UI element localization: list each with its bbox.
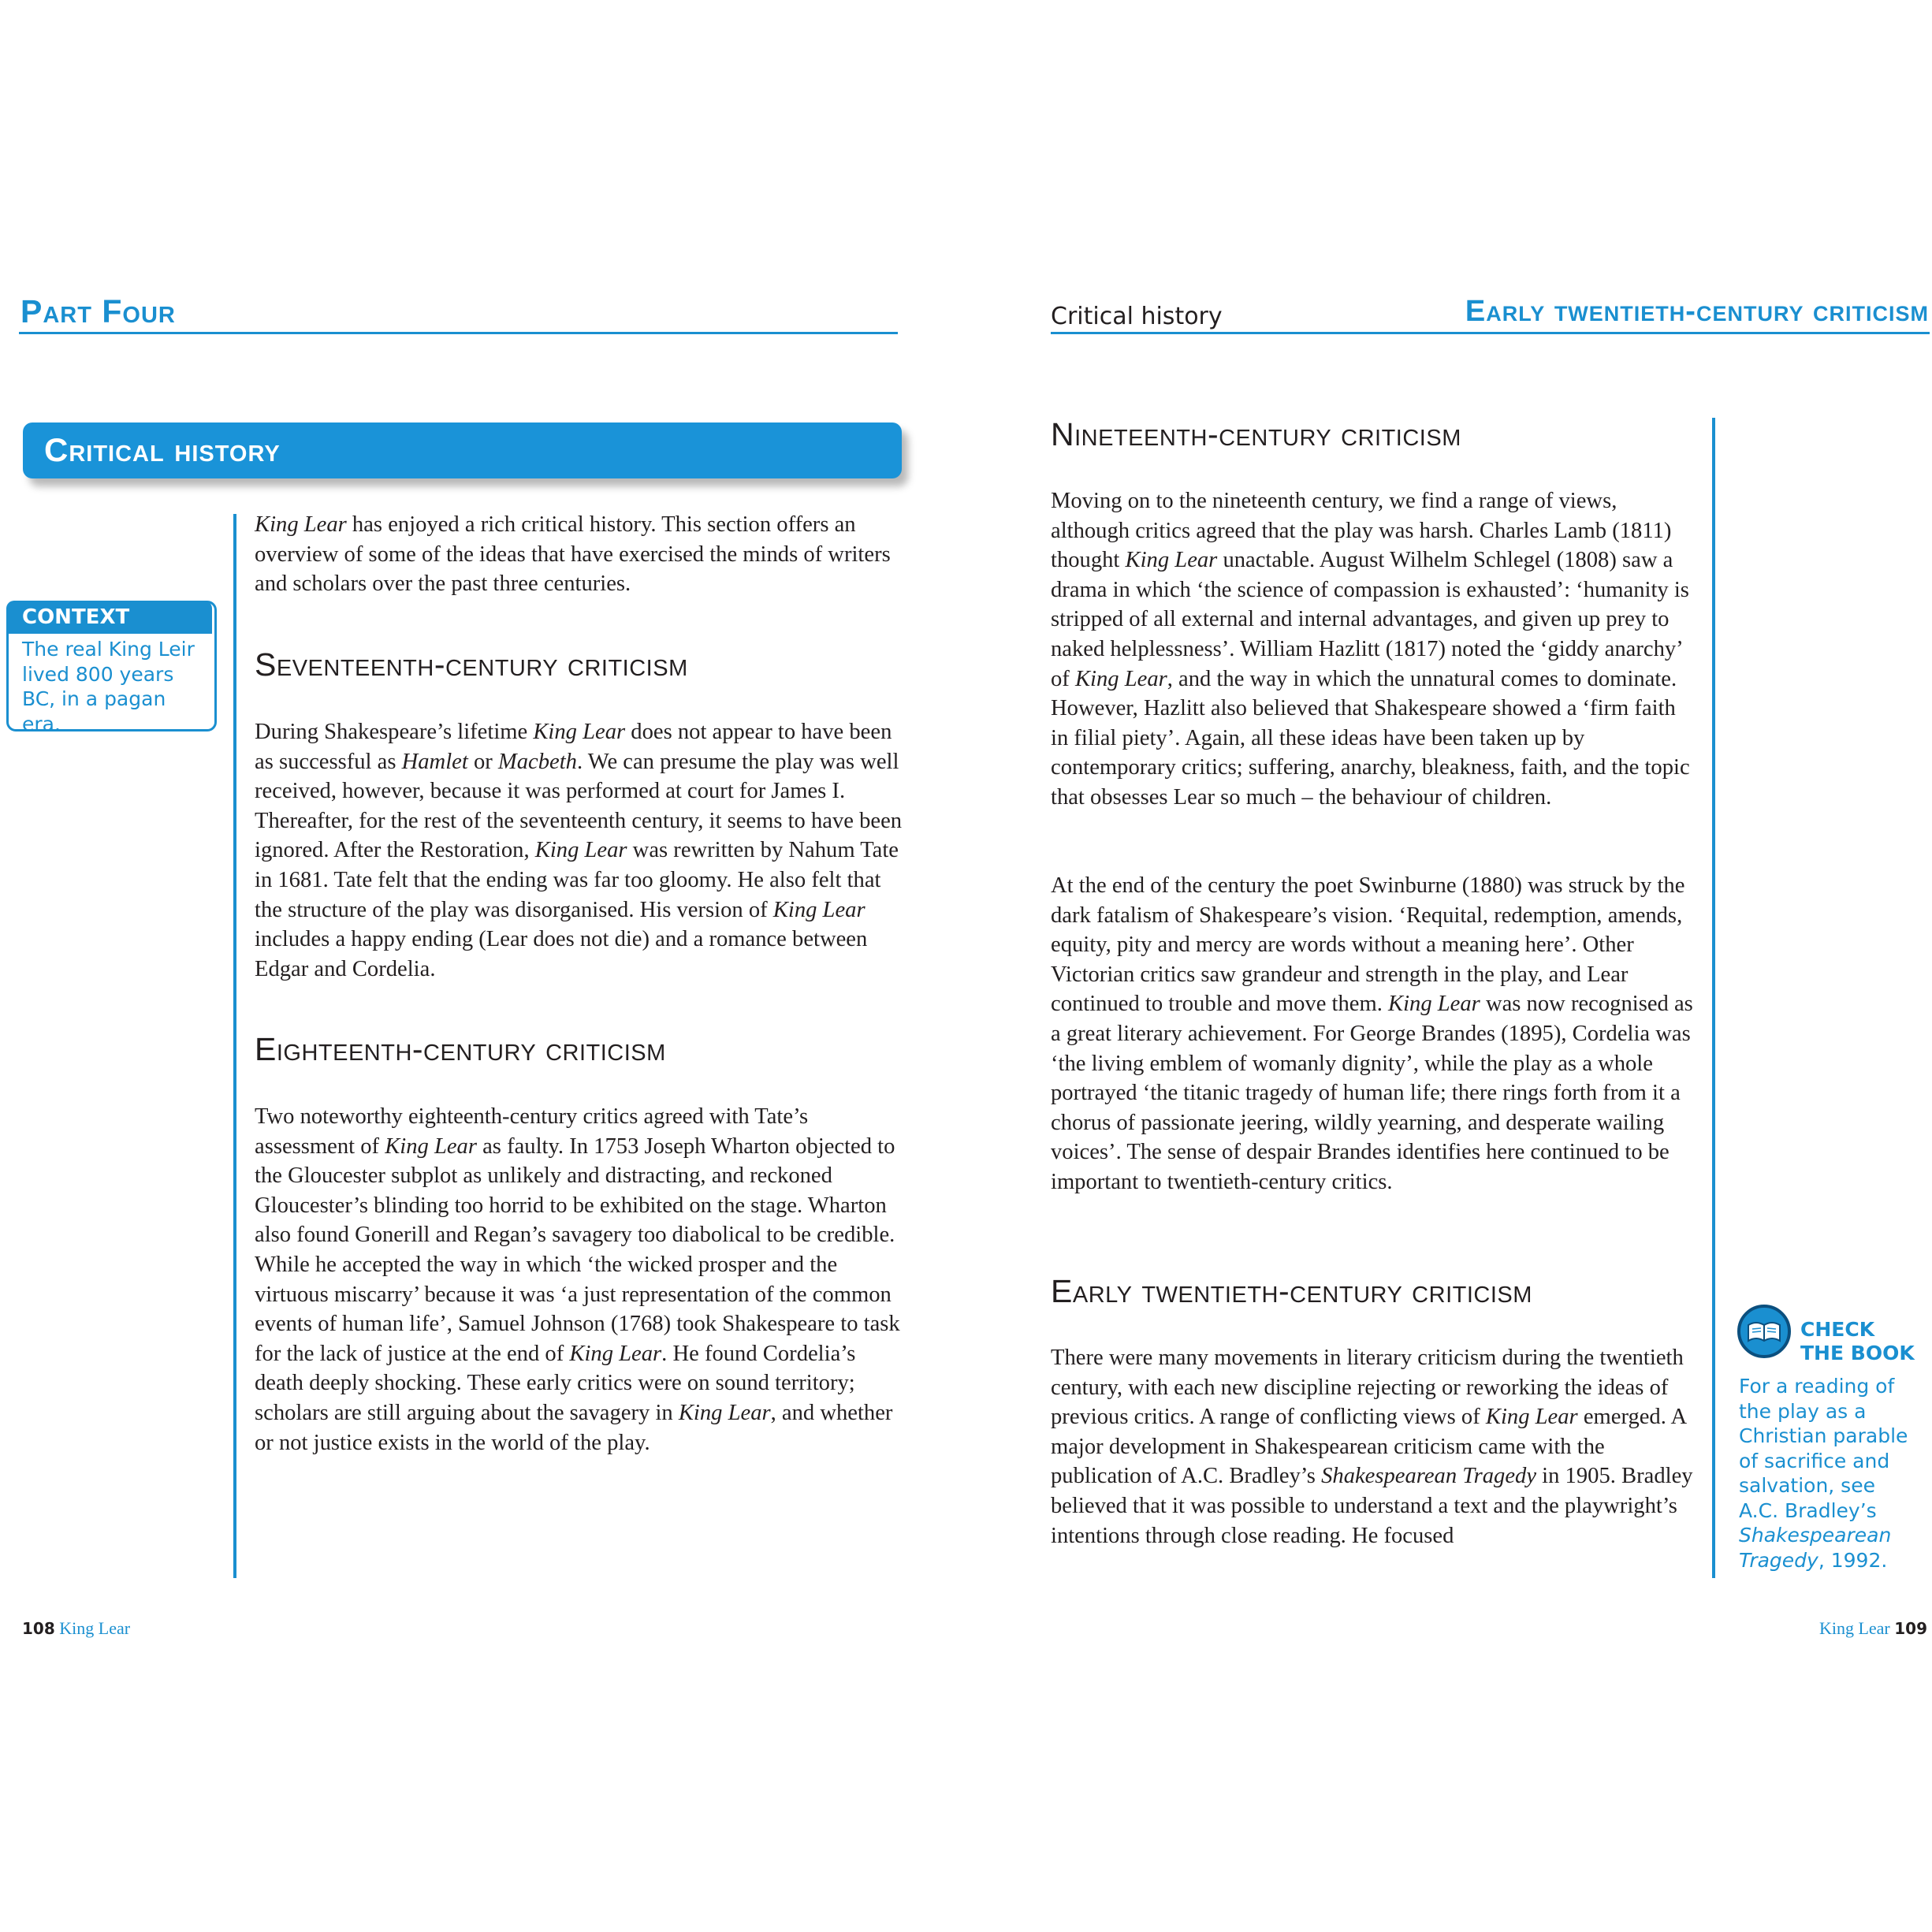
heading-eighteenth: Eighteenth-century criticism — [255, 1031, 666, 1067]
right-column-rule — [1712, 418, 1715, 1578]
context-text: The real King Leir lived 800 years BC, in a pagan era. — [22, 638, 195, 735]
header-rule-right — [1051, 332, 1930, 334]
check-the-book-title: CHECK THE BOOK — [1800, 1318, 1915, 1364]
paragraph-seventeenth: During Shakespeare’s lifetime King Lear does not appear to have been as successful as Hamlet or Macbeth. We can presume the play was well received, however, because it was performed at court for James I. Thereafter, for the rest of the seventeenth century, it seems to have been ignored. After the Restoration, King Lear was rewritten by Nahum Tate in 1681. Tate felt that the ending was far too gloomy. He also felt that the structure of the play was disorganised. His version of King Lear includes a happy ending (Lear does not die) and a romance between Edgar and Cordelia. — [255, 720, 903, 981]
open-book-icon — [1737, 1305, 1791, 1358]
banner-title: Critical history — [44, 431, 281, 468]
heading-seventeenth: Seventeenth-century criticism — [255, 646, 688, 683]
paragraph-eighteenth: Two noteworthy eighteenth-century critics agreed with Tate’s assessment of King Lear as faulty. In 1753 Joseph Wharton objected to the Gloucester subplot as unlikely and distracting, and reckoned Gloucester’s blinding too horrid to be exhibited on the stage. Wharton also found Gonerill and Regan’s savagery too diabolical to be credible. While he accepted the way in which ‘the wicked prosper and the virtuous miscarry’ because it was ‘a just representation of the common events of human life’, Samuel Johnson (1768) took Shakespeare to task for the lack of justice at the end of King Lear. He found Cordelia’s death deeply shocking. These early critics were on sound territory; scholars are still arguing about the savagery in King Lear, and whether or not justice exists in the world of the play. — [255, 1104, 900, 1455]
heading-nineteenth: Nineteenth-century criticism — [1051, 416, 1461, 452]
header-rule-left — [19, 332, 898, 334]
running-title: Critical history — [1051, 303, 1223, 330]
heading-early-twentieth: Early twentieth-century criticism — [1051, 1273, 1532, 1309]
context-title: CONTEXT — [22, 605, 130, 629]
paragraph-nineteenth-2: At the end of the century the poet Swinburne (1880) was struck by the dark fatalism of Shakespeare’s vision. ‘Requital, redemption, amends, equity, pity and mercy are words without a meaning here’. Other Victorian critics saw grandeur and strength in the play, and Lear continued to trouble and move them. King Lear was now recognised as a great literary achievement. For George Brandes (1895), Cordelia was ‘the living emblem of womanly dignity’, while the play as a whole portrayed ‘the titanic tragedy of human life; there rings forth from it a chorus of passionate jeering, wildly yearning, and desperate wailing voices’. The sense of despair Brandes identifies here continued to be important to twentieth-century critics. — [1051, 873, 1693, 1194]
part-title: Part Four — [20, 293, 176, 329]
check-the-book-text: For a reading of the play as a Christian parable of sacrifice and salvation, see A.C. Bradley’s Shakespearean Tragedy, 1992. — [1739, 1375, 1908, 1572]
paragraph-early-twentieth: There were many movements in literary criticism during the twentieth century, with each new discipline rejecting or reworking the ideas of previous critics. A range of conflicting views of King Lear emerged. A major development in Shakespearean criticism came with the publication of A.C. Bradley’s Shakespearean Tragedy in 1905. Bradley believed that it was possible to understand a text and the playwright’s intentions through close reading. He focused — [1051, 1346, 1693, 1548]
paragraph-nineteenth-1: Moving on to the nineteenth century, we find a range of views, although critics agreed that the play was harsh. Charles Lamb (1811) thought King Lear unactable. August Wilhelm Schlegel (1808) saw a drama in which ‘the science of compassion is exhausted’: ‘humanity is stripped of all external and internal advantages, and given up prey to naked helplessness’. William Hazlitt (1817) noted the ‘giddy anarchy’ of King Lear, and the way in which the unnatural comes to dominate. However, Hazlitt also believed that Shakespeare showed a ‘firm faith in filial piety’. Again, all these ideas have been taken up by contemporary critics; suffering, anarchy, bleakness, faith, and the topic that obsesses Lear so much – the behaviour of children. — [1051, 489, 1690, 810]
footer-left: 108 King Lear — [22, 1618, 131, 1638]
intro-paragraph: King Lear has enjoyed a rich critical history. This section offers an overview of some of the ideas that have exercised the minds of writers and scholars over the past three centuries. — [255, 512, 891, 597]
left-column-rule — [233, 514, 236, 1578]
footer-right: King Lear 109 — [1818, 1618, 1927, 1638]
running-section: Early twentieth-century criticism — [1465, 295, 1929, 328]
